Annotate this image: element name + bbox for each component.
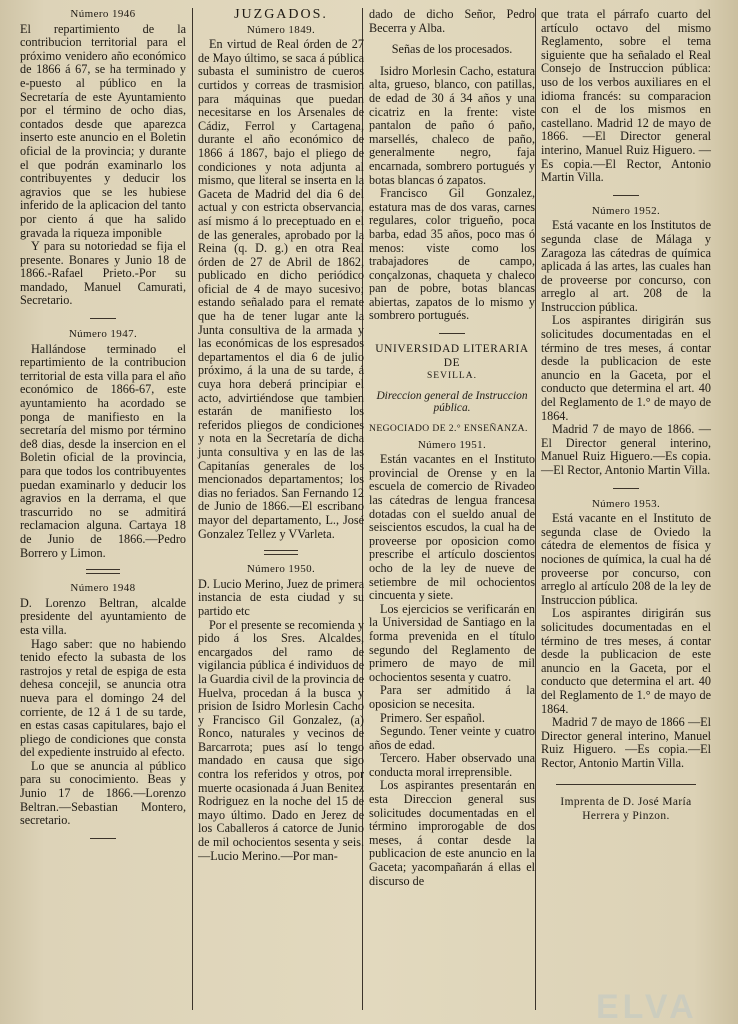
paragraph: Hago saber: que no habiendo tenido efecto la subasta de los rastrojos y retal de espiga de esta dehesa concejil, se anuncia otra nueva para el domingo 24 del corriente, de 12 á 1 de su tarde, en estas casas capitulares, bajo el pliego de condiciones que consta del expediente instruido al efecto. xyxy=(20,636,186,760)
notice-separator xyxy=(86,569,120,574)
paragraph: D. Lucio Merino, Juez de primera instancia de esta ciudad y su partido etc xyxy=(198,576,364,618)
notice-number: Número 1950. xyxy=(246,563,316,576)
paragraph: Primero. Ser español. xyxy=(380,710,485,725)
university-heading: UNIVERSIDAD LITERARIA DE xyxy=(375,343,529,369)
directorate-heading: Direccion general de Instruccion pública. xyxy=(376,389,528,415)
printer-imprint: Imprenta de D. José María Herrera y Pinzon. xyxy=(560,796,692,823)
notice-separator xyxy=(90,838,116,839)
paragraph: Isidro Morlesin Cacho, estatura alta, grueso, blanco, con patillas, de edad de 30 á 34 años y una cicatriz en la frente: viste pantalon de paño ó paño, marsellés, chaleco de paño, generalmente negro, faja encarnada, sombrero portugués y botas blancas ó zapatos. xyxy=(369,63,535,187)
paragraph: Francisco Gil Gonzalez, estatura mas de dos varas, carnes regulares, color trigueño, poca barba, edad 35 años, poco mas ó menos: viste como los trabajadores de campo, conçalzonas, chaqueta y chaleco pan de pobre, botas blancas abiertas, zapatos de lo mismo y sombrero portugués. xyxy=(369,186,535,323)
paragraph: Y para su notoriedad se fija el presente. Bonares y Junio 18 de 1866.-Rafael Prieto.-Por su mandado, Manuel Camurati, Secretario. xyxy=(20,239,186,308)
notice-separator xyxy=(613,195,639,196)
paragraph: Madrid 7 de mayo de 1866. —El Director general interino, Manuel Ruiz Higuero.—Es copia.—El Rector, Antonio Martin Villa. xyxy=(541,422,711,477)
paragraph: Segundo. Tener veinte y cuatro años de edad. xyxy=(369,724,535,752)
notice-number: Número 1849. xyxy=(246,23,316,36)
notice-number: Número 1946 xyxy=(70,8,136,20)
paragraph: Por el presente se recomienda y pido á los Sres. Alcaldes, encargados del ramo de vigilancia pública é individuos de la Guardia civil de la provincia de Huelva, procedan á la busca y prision de Isidro Morlesin Cacho y Francisco Gil Gonzalez, (a) Ronco, naturales y vecinos de Barcarrota; pues así lo tengo mandado en causa que sigo contra los referidos y otros, por muerte ocasionada á Juan Benitez Rodriguez en la noche del 15 de mayo último. Dado en Jerez de los Caballeros á catorce de Junio de mil ochocientos sesenta y seis. —Lucio Merino.—Por man- xyxy=(198,617,364,863)
notice-separator xyxy=(264,550,298,555)
paragraph: Los aspirantes dirigirán sus solicitudes documentadas en el término de tres meses, á contar desde la publicacion de este anuncio en la Gaceta, por el conducto que determina el art. 40 del Reglamento de 1.° de mayo de 1864. xyxy=(541,606,711,716)
paragraph: Madrid 7 de mayo de 1866 —El Director general interino, Manuel Ruiz Higuero. —Es copia.—El Rector, Antonio Martin Villa. xyxy=(541,715,711,770)
column-divider xyxy=(192,8,193,1010)
department-label: NEGOCIADO DE 2.° ENSEÑANZA. xyxy=(369,423,528,435)
paragraph: Hallándose terminado el repartimiento de la contribucion territorial de esta villa para el año económico de 1866-67, este ayuntamiento ha acordado se ponga de manifiesto en la secretaría del mismo por término de8 dias, desde la insercion en el Boletin oficial de la provincia, para que todos los contribuyentes puedan examinarlo y deducir los agravios en la derrama, el que trascurrido no se admitirá reclamacion alguna. Cartaya 18 de Junio de 1866.—Pedro Borrero y Limon. xyxy=(20,341,186,560)
notice-number: Número 1951. xyxy=(417,438,487,451)
notice-separator xyxy=(90,318,116,319)
paragraph: Los aspirantes dirigirán sus solicitudes documentadas en el término de tres meses, á contar desde la publicacion de este anuncio en la Gaceta, por el conducto que determina el art. 40 del Reglamento de 1.° de mayo de 1864. xyxy=(541,313,711,423)
column-divider xyxy=(535,8,536,1010)
paragraph: El repartimiento de la contribucion territorial para el próximo venidero año económico de 1866 á 67, se ha terminado y e-puesto al público en la Secretaría de este Ayuntamiento por el término de ocho dias, contados desde que aparezca inserto este anuncio en el Boletin oficial de la provincia; y durante el que podrán examinarlo los contribuyentes y deducir los agravios que se les hubiese inferido de la aplicacion del tanto por ciento á que ha salido gravada la riqueza imponible xyxy=(20,21,186,240)
subheading: Señas de los procesados. xyxy=(391,42,513,57)
column-4 xyxy=(541,8,711,1024)
closing-rule xyxy=(556,784,696,785)
column-2 xyxy=(198,8,364,1024)
notice-number: Número 1952. xyxy=(591,204,661,217)
notice-separator xyxy=(439,333,465,334)
notice-number: Número 1947. xyxy=(68,328,138,341)
paragraph: que trata el párrafo cuarto del artículo octavo del mismo Reglamento, sobre el tema siguiente que ha señalado el Real Consejo de Instruccion pública: uso de los verbos auxiliares en el idioma francés: su comparacion con el de los mismos en castellano. Madrid 12 de mayo de 1866. —El Director general interino, Manuel Ruiz Higuero. —Es copia.—El Rector, Antonio Martin Villa. xyxy=(541,7,711,185)
column-3 xyxy=(369,8,535,1024)
paragraph: Está vacante en el Instituto de segunda clase de Oviedo la cátedra de elementos de física y nociones de química, la cual ha dé proveerse por concurso, con arreglo al artículo 208 de la ley de Instruccion pública. xyxy=(541,511,711,607)
university-city: SEVILLA. xyxy=(427,371,477,382)
paragraph: Están vacantes en el Instituto provincial de Orense y en la escuela de comercio de Rivadeo las cátedras de lengua francesa dotadas con el sueldo anual de seiscientos escudos, la cual ha de proveerse por oposicion como prescribe el artículo doscientos ocho de la ley de nueve de setiembre de mil ochocientos cincuenta y siete. xyxy=(369,452,535,603)
notice-separator xyxy=(613,488,639,489)
paragraph: Tercero. Haber observado una conducta moral irreprensible. xyxy=(369,751,535,779)
column-1 xyxy=(20,8,186,1024)
paragraph: Lo que se anuncia al público para su conocimiento. Beas y Junio 17 de 1866.—Lorenzo Beltran.—Sebastian Montero, secretario. xyxy=(20,758,186,828)
paragraph: Para ser admitido á la oposicion se necesita. xyxy=(369,683,535,711)
paragraph: Está vacante en los Institutos de segunda clase de Málaga y Zaragoza las cátedras de química aplicada á las artes, las cuales han de proveerse por concurso, con arreglo al art. 208 de la Instruccion pública. xyxy=(541,218,711,314)
paragraph: D. Lorenzo Beltran, alcalde presidente del ayuntamiento de esta villa. xyxy=(20,595,186,637)
paragraph: En virtud de Real órden de 27 de Mayo último, se saca á pública subasta el suministro de cueros curtidos y correas de trasmision para máquinas que puedan necesitarse en los Arsenales de Cádiz, Ferrol y Cartagena, durante el año económico de 1866 á 1867, bajo el pliego de condiciones y nota adjunta al mismo, que literal se inserta en la Gaceta de Madrid del dia 6 del actual y con estricta observancia, así mismo á lo preceptuado en el de las generales, aprobado por la Reina (q. D. g.) en otra Real órden de 27 de Abril de 1862, publicado en dicho periódico oficial de 4 de mayo sucesivo; estando señalado para el remate que ha de tener lugar ante la Junta consultiva de la armada y las económicas de los espresados departamentos el dia 6 de julio próximo, á la una de su tarde, á cuya hora deberá principiar el acto, advirtiéndose que tambien estarán de manifiesto los referidos pliegos de condiciones y nota en la Secretaría de dicha junta consultiva y en las de las Capitanías generales de los mencionados departamentos; los dias no feriados. San Fernando 12 de Junio de 1866.—El escribano mayor del departamento, L., José Gonzalez Tellez y VVarleta. xyxy=(198,37,364,541)
paragraph: Los aspirantes presentarán en esta Direccion general sus solicitudes documentadas en el término improrogable de dos meses, á contar desde la publicacion de este anuncio en la Gaceta; yacompañarán á ellas el discurso de xyxy=(369,778,535,888)
notice-number: Número 1953. xyxy=(591,497,661,510)
notice-number: Número 1948 xyxy=(70,582,136,595)
paragraph: dado de dicho Señor, Pedro Becerra y Alba. xyxy=(369,7,535,35)
archive-watermark: ELVA xyxy=(596,988,698,1024)
paragraph: Los ejercicios se verificarán en la Universidad de Santiago en la forma prevenida en el título segundo del Reglamento de primero de mayo de mil ochocientos sesenta y cuatro. xyxy=(369,601,535,684)
section-heading: JUZGADOS. xyxy=(234,7,328,22)
